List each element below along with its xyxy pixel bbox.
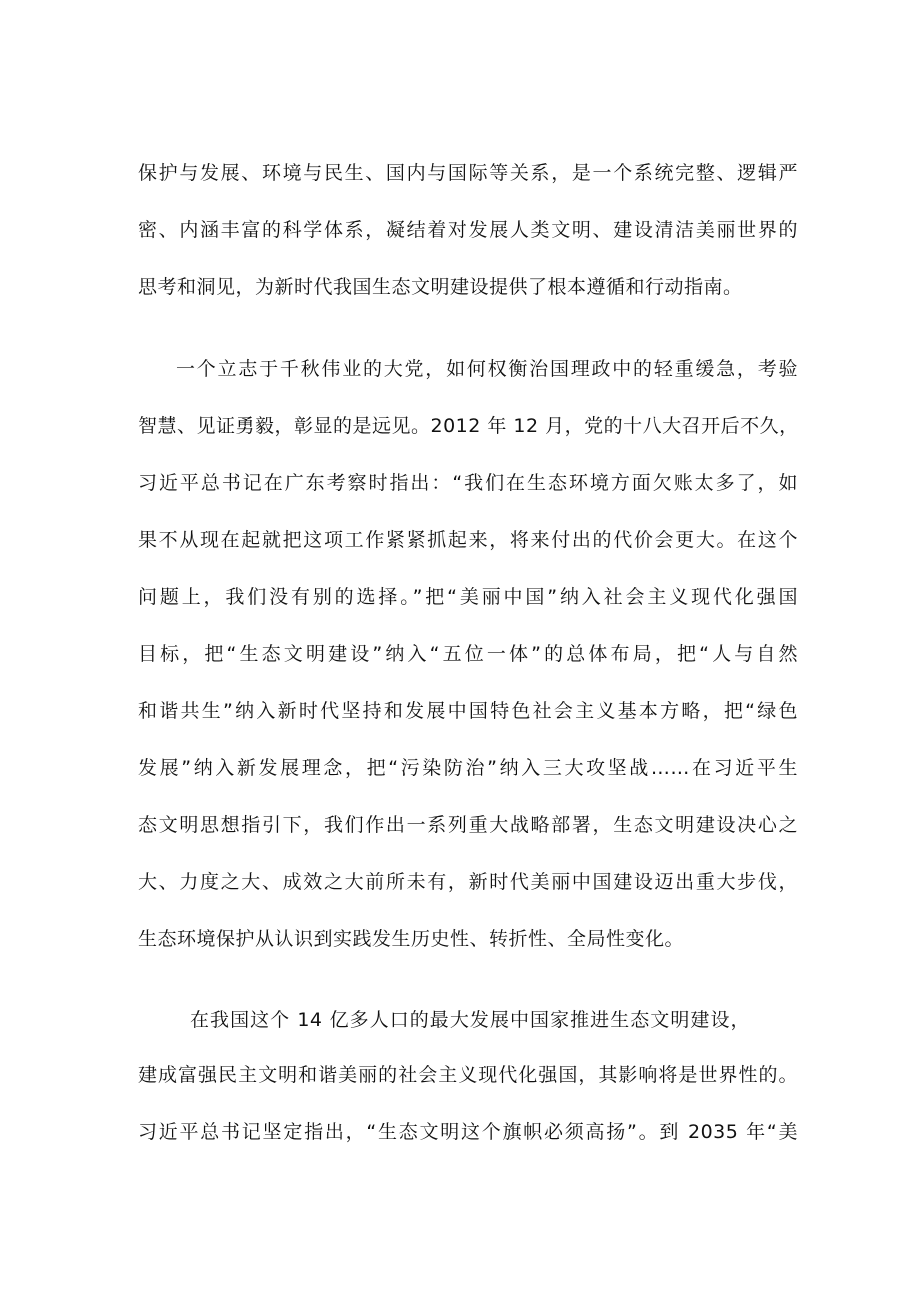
paragraph-1-line-2: 密、内涵丰富的科学体系，凝结着对发展人类文明、建设清洁美丽世界的 <box>138 219 798 241</box>
paragraph-2-line-1: 一个立志于千秋伟业的大党，如何权衡治国理政中的轻重缓急，考验 <box>176 358 798 380</box>
paragraph-2-line-7: 和谐共生”纳入新时代坚持和发展中国特色社会主义基本方略，把“绿色 <box>138 700 798 722</box>
paragraph-3-line-2: 建成富强民主文明和谐美丽的社会主义现代化强国，其影响将是世界性的。 <box>138 1064 798 1086</box>
paragraph-2-line-11: 生态环境保护从认识到实践发生历史性、转折性、全局性变化。 <box>138 928 685 950</box>
paragraph-3-line-1: 在我国这个 14 亿多人口的最大发展中国家推进生态文明建设， <box>190 1009 750 1031</box>
paragraph-1-line-1: 保护与发展、环境与民生、国内与国际等关系，是一个系统完整、逻辑严 <box>138 162 798 184</box>
paragraph-2-line-4: 果不从现在起就把这项工作紧紧抓起来，将来付出的代价会更大。在这个 <box>138 529 798 551</box>
paragraph-2-line-9: 态文明思想指引下，我们作出一系列重大战略部署，生态文明建设决心之 <box>138 814 798 836</box>
paragraph-2-line-10: 大、力度之大、成效之大前所未有，新时代美丽中国建设迈出重大步伐， <box>138 871 798 893</box>
paragraph-3-line-3: 习近平总书记坚定指出，“生态文明这个旗帜必须高扬”。到 2035 年“美 <box>138 1121 798 1143</box>
paragraph-2-line-2: 智慧、见证勇毅，彰显的是远见。2012 年 12 月，党的十八大召开后不久， <box>138 415 799 437</box>
paragraph-1-line-3: 思考和洞见，为新时代我国生态文明建设提供了根本遵循和行动指南。 <box>138 276 743 298</box>
paragraph-2-line-6: 目标，把“生态文明建设”纳入“五位一体”的总体布局，把“人与自然 <box>138 643 798 665</box>
paragraph-2-line-3: 习近平总书记在广东考察时指出：“我们在生态环境方面欠账太多了，如 <box>138 472 798 494</box>
paragraph-2-line-8: 发展”纳入新发展理念，把“污染防治”纳入三大攻坚战……在习近平生 <box>138 757 798 779</box>
paragraph-2-line-5: 问题上，我们没有别的选择。”把“美丽中国”纳入社会主义现代化强国 <box>138 586 798 608</box>
